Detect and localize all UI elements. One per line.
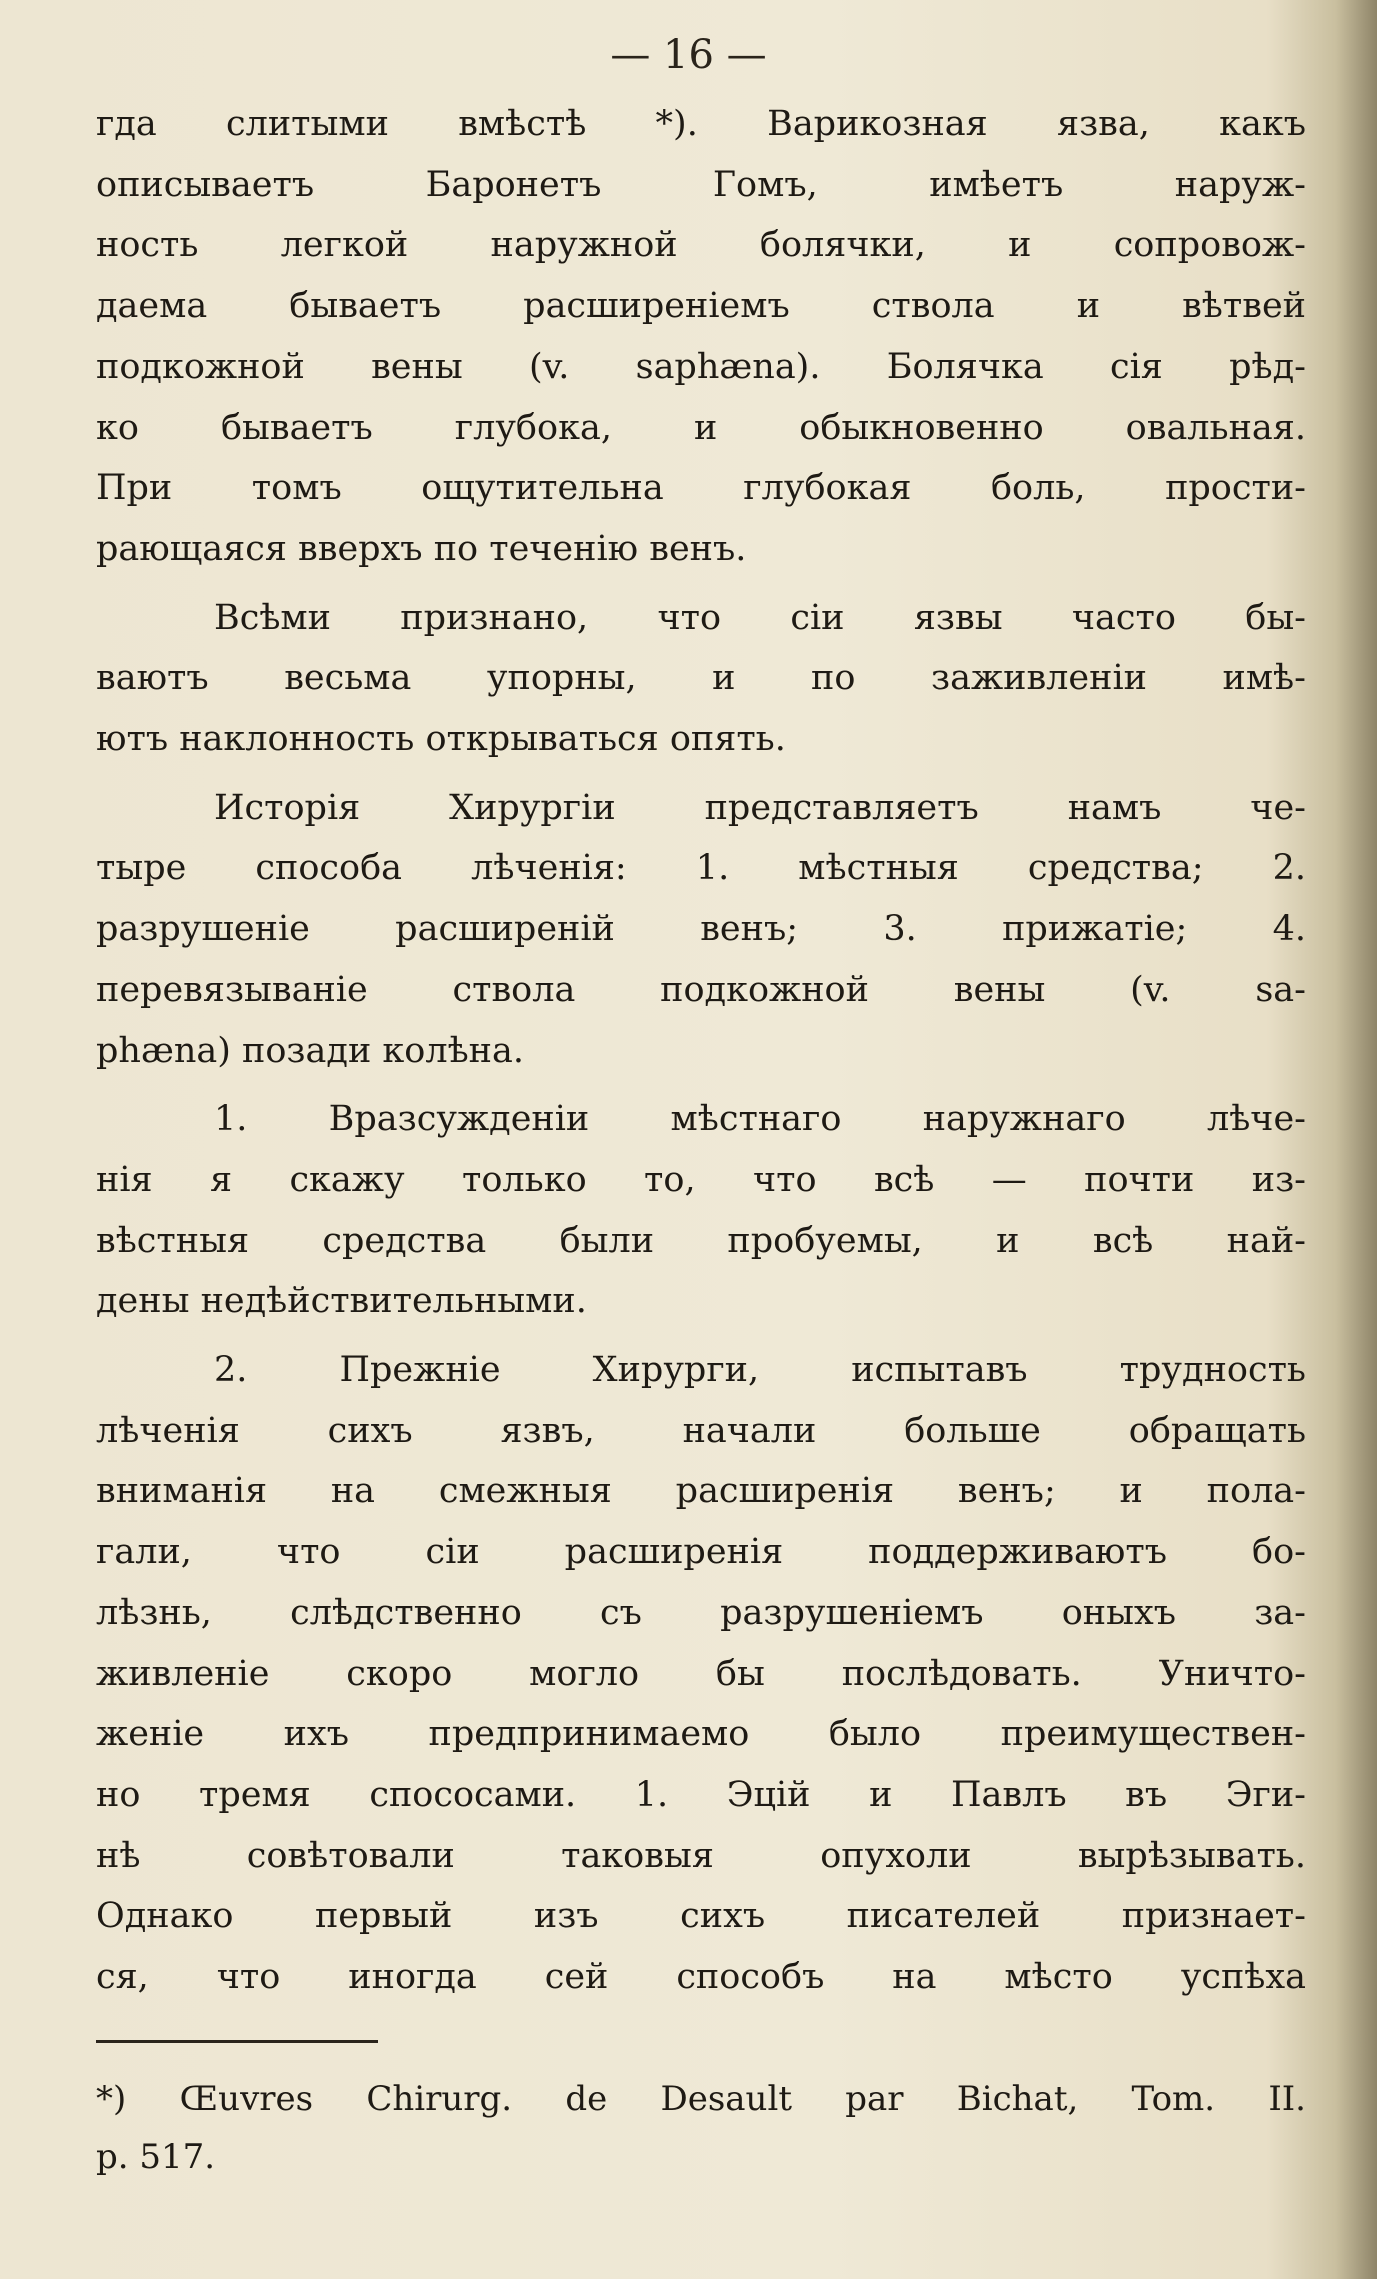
text-line: нѣ совѣтовали таковыя опухоли вырѣзывать. xyxy=(96,1835,1306,1876)
text-line: phæna) позади колѣна. xyxy=(96,1030,524,1071)
text-line: 1. Вразсужденіи мѣстнаго наружнаго лѣче- xyxy=(214,1099,1306,1140)
paragraph xyxy=(96,1340,1306,2008)
footnote-divider xyxy=(96,2040,378,2043)
text-line: дены недѣйствительными. xyxy=(96,1281,587,1322)
text-line: нія я скажу только то, что всѣ — почти из- xyxy=(96,1159,1306,1200)
paragraph xyxy=(96,588,1306,770)
text-line: разрушеніе расширеній венъ; 3. прижатіе; 4. xyxy=(96,909,1306,950)
paragraph xyxy=(96,94,1306,580)
paragraph xyxy=(96,778,1306,1082)
text-line: ваютъ весьма упорны, и по заживленіи имѣ- xyxy=(96,658,1306,699)
text-line: тыре способа лѣченія: 1. мѣстныя средства; 2. xyxy=(96,848,1306,889)
text-line: Всѣми признано, что сіи язвы часто бы- xyxy=(214,597,1306,638)
paragraph xyxy=(96,1089,1306,1332)
text-line: ютъ наклонность открываться опять. xyxy=(96,719,786,760)
text-line: вниманія на смежныя расширенія венъ; и пола- xyxy=(96,1471,1306,1512)
footnote-line: p. 517. xyxy=(96,2137,216,2177)
text-line: живленіе скоро могло бы послѣдовать. Уничто- xyxy=(96,1653,1306,1694)
footnote xyxy=(96,2070,1306,2186)
text-line: даема бываетъ расширеніемъ ствола и вѣтвей xyxy=(96,286,1306,327)
main-text xyxy=(96,94,1306,2008)
page-number: — 16 — xyxy=(610,32,767,78)
text-line: но тремя спососами. 1. Эцій и Павлъ въ Эги- xyxy=(96,1774,1306,1815)
text-line: Однако первый изъ сихъ писателей признает- xyxy=(96,1896,1306,1937)
text-line: вѣстныя средства были пробуемы, и всѣ най- xyxy=(96,1220,1306,1261)
text-line: лѣзнь, слѣдственно съ разрушеніемъ оныхъ за- xyxy=(96,1592,1306,1633)
text-line: ся, что иногда сей способъ на мѣсто успѣха xyxy=(96,1957,1306,1998)
text-line: Исторія Хирургіи представляетъ намъ че- xyxy=(214,787,1306,828)
text-line: подкожной вены (v. saphæna). Болячка сія рѣд- xyxy=(96,346,1306,387)
text-line: ность легкой наружной болячки, и сопровож- xyxy=(96,225,1306,266)
text-line: рающаяся вверхъ по теченію венъ. xyxy=(96,528,747,569)
text-line: гали, что сіи расширенія поддерживаютъ бо- xyxy=(96,1532,1306,1573)
text-line: перевязываніе ствола подкожной вены (v. sa- xyxy=(96,969,1306,1010)
text-line: лѣченія сихъ язвъ, начали больше обращать xyxy=(96,1410,1306,1451)
text-line: описываетъ Баронетъ Гомъ, имѣетъ наруж- xyxy=(96,164,1306,205)
text-line: При томъ ощутительна глубокая боль, прости- xyxy=(96,468,1306,509)
text-line: гда слитыми вмѣстѣ *). Варикозная язва, какъ xyxy=(96,104,1306,144)
text-line: ко бываетъ глубока, и обыкновенно овальная. xyxy=(96,407,1306,448)
text-line: женіе ихъ предпринимаемо было преимуществен- xyxy=(96,1714,1306,1755)
footnote-line: *) Œuvres Chirurg. de Desault par Bichat, Tom. II. xyxy=(96,2079,1306,2119)
text-line: 2. Прежніе Хирурги, испытавъ трудность xyxy=(214,1350,1306,1391)
